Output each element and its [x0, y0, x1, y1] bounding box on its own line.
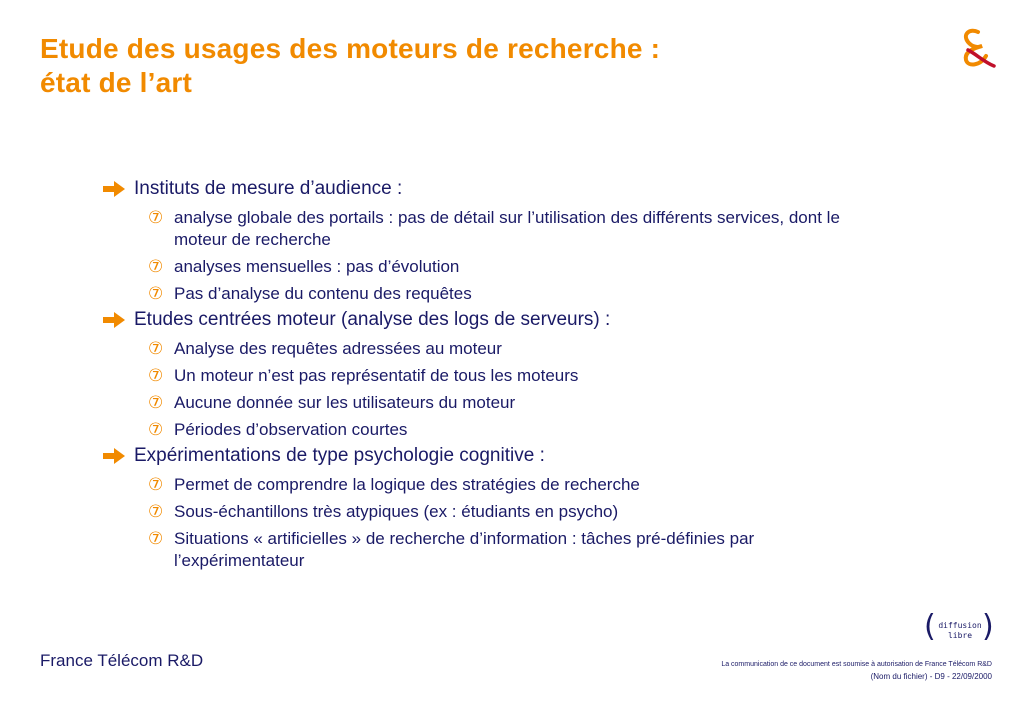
slide-title-line-2: état de l’art [40, 67, 192, 98]
list-item-text: Périodes d’observation courtes [174, 420, 408, 439]
footer-confidentiality-note: La communication de ce document est soumise à autorisation de France Télécom R&D [721, 661, 992, 668]
close-paren-icon: ) [982, 609, 994, 644]
list-item-text: Un moteur n’est pas représentatif de tous les moteurs [174, 366, 579, 385]
open-paren-icon: ( [924, 609, 936, 644]
list-item [100, 501, 874, 523]
circled-7-icon: ⑦ [148, 420, 164, 440]
circled-7-icon: ⑦ [148, 529, 164, 549]
list-item [100, 338, 874, 360]
section-cognitive-experiments [100, 443, 900, 572]
list-item-text: Situations « artificielles » de recherche d’information : tâches pré-définies par l’expérimentateur [174, 529, 755, 570]
list-item [100, 207, 874, 251]
list-item-text: Aucune donnée sur les utilisateurs du moteur [174, 393, 516, 412]
right-arrow-icon [102, 446, 126, 466]
right-arrow-icon [102, 179, 126, 199]
badge-text [937, 621, 983, 641]
list-item [100, 419, 874, 441]
list-item [100, 365, 874, 387]
section-heading [100, 176, 900, 202]
section-heading-text: Instituts de mesure d’audience : [134, 178, 403, 199]
list-item-text: analyse globale des portails : pas de détail sur l’utilisation des différents services, dont le moteur de recherche [174, 208, 840, 249]
list-item [100, 256, 874, 278]
circled-7-icon: ⑦ [148, 502, 164, 522]
circled-7-icon: ⑦ [148, 208, 164, 228]
ampersand-logo-icon [948, 26, 998, 70]
circled-7-icon: ⑦ [148, 339, 164, 359]
section-heading-text: Expérimentations de type psychologie cognitive : [134, 445, 545, 466]
section-engine-centered-studies [100, 307, 900, 441]
section-audience-institutes [100, 176, 900, 305]
diffusion-libre-badge [924, 609, 994, 648]
section-heading [100, 443, 900, 469]
list-item-text: Sous-échantillons très atypiques (ex : étudiants en psycho) [174, 502, 619, 521]
list-item [100, 474, 874, 496]
slide-title [40, 32, 900, 100]
circled-7-icon: ⑦ [148, 393, 164, 413]
bullet-content [100, 174, 900, 572]
section-heading-text: Etudes centrées moteur (analyse des logs de serveurs) : [134, 309, 611, 330]
badge-line-1: diffusion [938, 621, 982, 630]
list-item [100, 283, 874, 305]
circled-7-icon: ⑦ [148, 366, 164, 386]
list-item [100, 528, 874, 572]
list-item [100, 392, 874, 414]
right-arrow-icon [102, 310, 126, 330]
footer-company: France Télécom R&D [40, 651, 204, 670]
circled-7-icon: ⑦ [148, 475, 164, 495]
list-item-text: Analyse des requêtes adressées au moteur [174, 339, 502, 358]
section-heading [100, 307, 900, 333]
slide-title-line-1: Etude des usages des moteurs de recherche : [40, 33, 661, 64]
circled-7-icon: ⑦ [148, 257, 164, 277]
list-item-text: analyses mensuelles : pas d’évolution [174, 257, 460, 276]
list-item-text: Permet de comprendre la logique des stratégies de recherche [174, 475, 640, 494]
badge-line-2: libre [947, 631, 973, 640]
circled-7-icon: ⑦ [148, 284, 164, 304]
list-item-text: Pas d’analyse du contenu des requêtes [174, 284, 472, 303]
footer-document-reference: (Nom du fichier) - D9 - 22/09/2000 [870, 672, 992, 681]
